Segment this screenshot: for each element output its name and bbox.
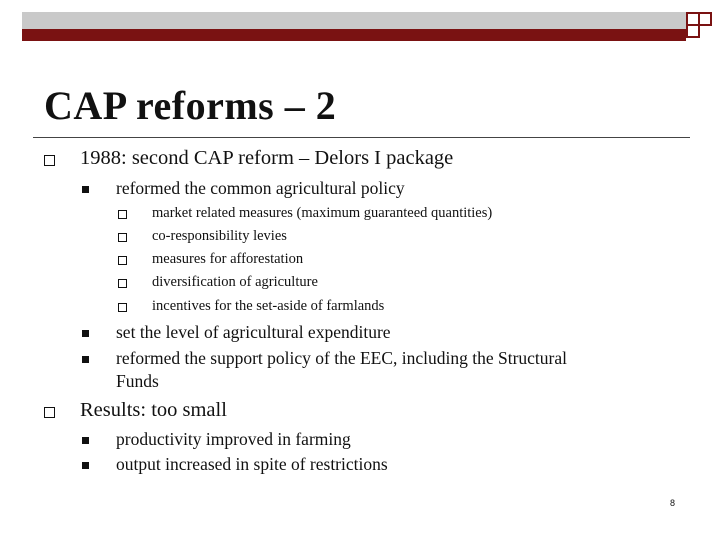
bullet-text: co-responsibility levies [152,228,287,244]
page-number: 8 [670,498,676,508]
bullet-solid-square-icon [82,356,89,363]
bullet-text: market related measures (maximum guaranteed quantities) [152,205,493,221]
bullet-text: reformed the support policy of the EEC, including the Structural [116,348,568,368]
header-accent-bar [22,29,686,41]
bullet-text: Funds [116,371,159,391]
bullet-text: incentives for the set-aside of farmlands [152,298,385,314]
bullet-solid-square-icon [82,330,89,337]
bullet-text: Results: too small [80,399,227,421]
bullet-text: reformed the common agricultural policy [116,178,405,198]
bullet-hollow-square-icon [44,155,55,166]
bullet-text: productivity improved in farming [116,429,351,449]
bullet-solid-square-icon [82,437,89,444]
title-divider [33,137,690,138]
decor-square [686,24,700,38]
bullet-text: output increased in spite of restrictions [116,454,388,474]
header-bar [22,12,686,29]
bullet-text: set the level of agricultural expenditure [116,322,391,342]
bullet-hollow-square-icon [118,233,127,242]
bullet-hollow-square-icon [44,407,55,418]
bullet-text: diversification of agriculture [152,274,318,290]
slide-title: CAP reforms – 2 [44,83,337,128]
bullet-hollow-square-icon [118,279,127,288]
decor-square [698,12,712,26]
bullet-solid-square-icon [82,186,89,193]
bullet-hollow-square-icon [118,303,127,312]
bullet-solid-square-icon [82,462,89,469]
bullet-hollow-square-icon [118,210,127,219]
bullet-text: 1988: second CAP reform – Delors I package [80,147,454,169]
bullet-hollow-square-icon [118,256,127,265]
bullet-text: measures for afforestation [152,251,304,267]
